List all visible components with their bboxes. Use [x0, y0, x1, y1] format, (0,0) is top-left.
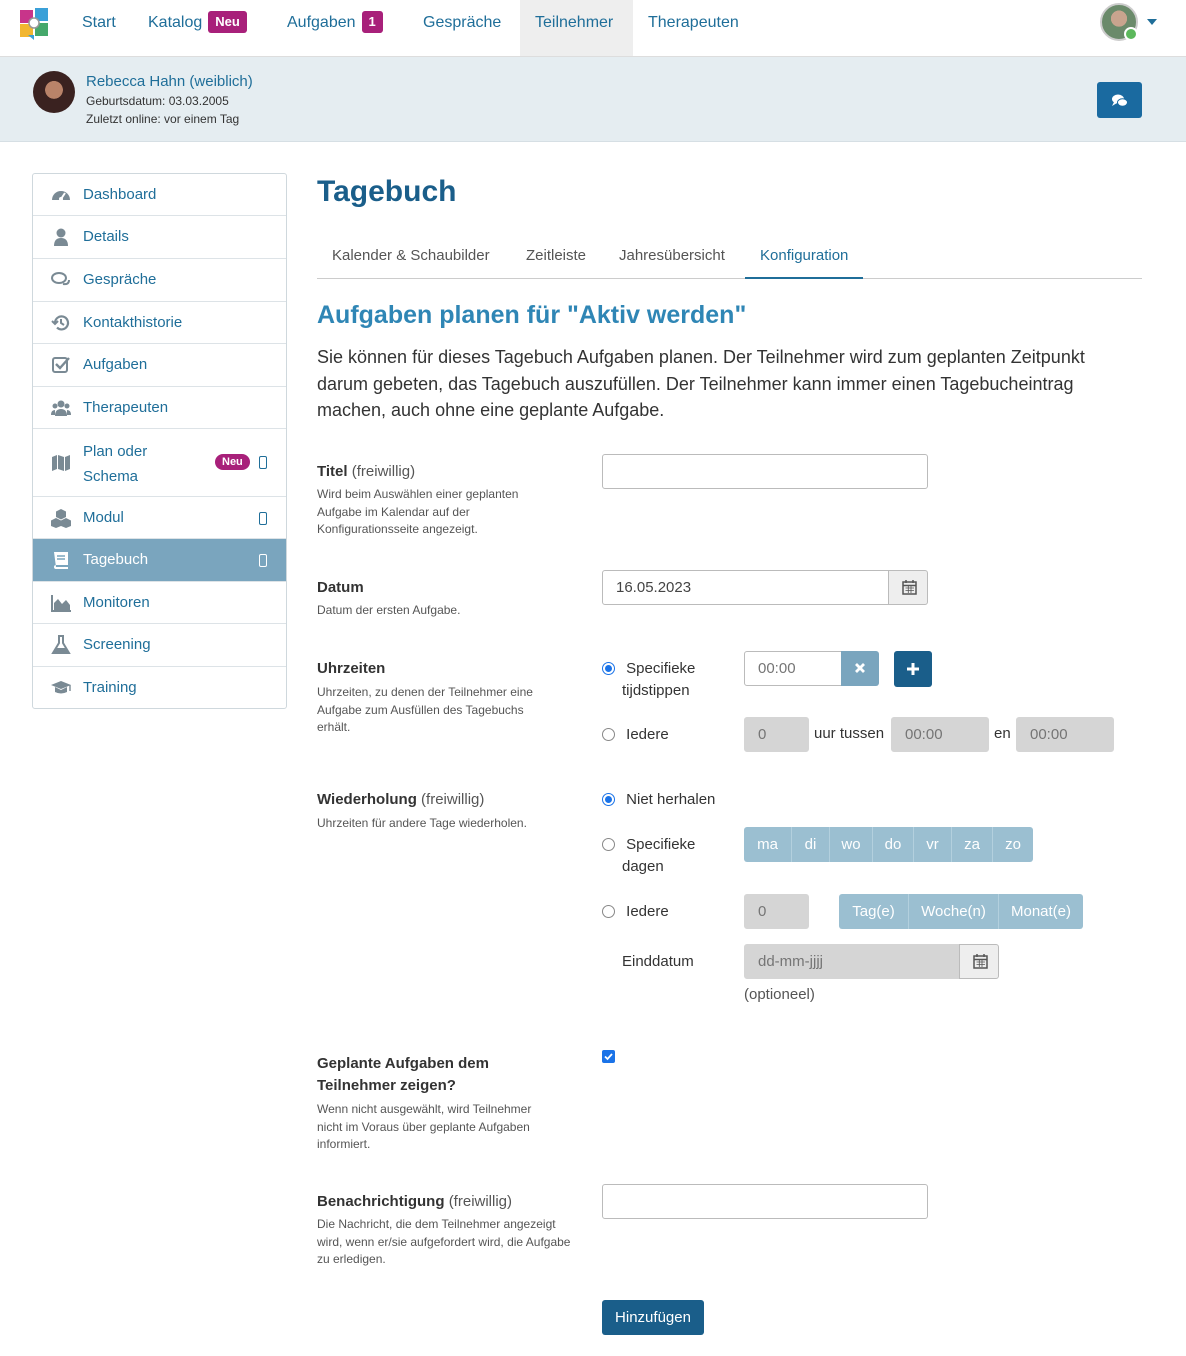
clear-time-button[interactable] — [841, 651, 879, 686]
book-icon — [51, 550, 71, 570]
unit-toggle-months[interactable]: Monat(e) — [998, 894, 1083, 929]
wiederholung-help: Uhrzeiten für andere Tage wiederholen. — [317, 816, 527, 830]
no-repeat-radio[interactable] — [602, 793, 615, 806]
sidebar-item-modul[interactable]: Modul — [33, 497, 286, 539]
participant-name[interactable]: Rebecca Hahn (weiblich) — [86, 73, 253, 90]
new-badge: Neu — [208, 11, 247, 33]
specific-times-label: Specifieke tijdstippen — [622, 660, 696, 699]
every-interval-radio[interactable] — [602, 905, 615, 918]
unit-toggle-days[interactable]: Tag(e) — [839, 894, 908, 929]
history-icon — [51, 313, 71, 333]
datum-label: Datum — [317, 579, 364, 596]
check-square-icon — [51, 355, 71, 375]
day-toggle-zo[interactable]: zo — [992, 827, 1033, 862]
show-tasks-help: Wenn nicht ausgewählt, wird Teilnehmer nicht im Voraus über geplante Aufgaben informiert. — [317, 1102, 532, 1151]
benachrichtigung-label: Benachrichtigung (freiwillig) — [317, 1193, 513, 1210]
app-logo-icon[interactable] — [20, 8, 50, 40]
end-date-calendar-button[interactable] — [959, 944, 999, 979]
mobile-icon — [259, 512, 267, 525]
to-time-input[interactable] — [1016, 717, 1114, 752]
mobile-icon — [259, 456, 267, 469]
section-title: Aufgaben planen für "Aktiv werden" — [317, 301, 747, 329]
day-toggle-wo[interactable]: wo — [829, 827, 872, 862]
benachrichtigung-help: Die Nachricht, die dem Teilnehmer angezeigt wird, wenn er/sie aufgefordert wird, die Aufgabe zu erledigen. — [317, 1217, 571, 1266]
titel-help: Wird beim Auswählen einer geplanten Aufgabe im Kalendar auf der Konfigurationsseite angezeigt. — [317, 487, 519, 536]
end-date-input[interactable] — [744, 944, 961, 979]
sidebar-item-tagebuch[interactable]: Tagebuch — [33, 539, 286, 582]
between-label: uur tussen — [814, 725, 885, 742]
dashboard-icon — [51, 185, 71, 205]
datum-help: Datum der ersten Aufgabe. — [317, 603, 461, 617]
sidebar-item-plan-oder-schema[interactable]: Plan oder Schema Neu — [33, 429, 286, 497]
nav-start[interactable]: Start — [82, 14, 116, 31]
participant-header — [0, 57, 1186, 142]
tab-jahresuebersicht[interactable]: Jahresübersicht — [619, 247, 725, 264]
nav-therapeuten[interactable]: Therapeuten — [648, 14, 739, 31]
graduation-cap-icon — [51, 678, 71, 698]
end-date-note: (optioneel) — [744, 986, 815, 1003]
cubes-icon — [51, 508, 71, 528]
participant-birthdate: Geburtsdatum: 03.03.2005 — [86, 94, 229, 108]
datum-calendar-button[interactable] — [888, 570, 928, 605]
calendar-icon — [960, 945, 1000, 980]
participant-sidebar — [32, 173, 287, 709]
nav-aufgaben[interactable]: Aufgaben 1 — [272, 0, 398, 56]
day-toggle-di[interactable]: di — [791, 827, 829, 862]
every-hours-radio[interactable] — [602, 728, 615, 741]
add-time-button[interactable] — [894, 651, 932, 687]
specific-days-label: Specifieke dagen — [622, 836, 696, 875]
day-toggle-za[interactable]: za — [951, 827, 992, 862]
map-icon — [51, 453, 71, 473]
intro-text: Sie können für dieses Tagebuch Aufgaben planen. Der Teilnehmer wird zum geplanten Zeitpunkt darum gebeten, das Tagebuch auszufüllen. Der Teilnehmer kann immer einen Tagebucheintrag machen, auch ohne eine geplante Aufgabe. — [317, 347, 1085, 420]
close-icon — [841, 651, 879, 686]
every-hours-label: Iedere — [626, 726, 669, 743]
participant-last-online: Zuletzt online: vor einem Tag — [86, 112, 240, 126]
sidebar-item-aufgaben[interactable]: Aufgaben — [33, 344, 286, 387]
tab-kalender[interactable]: Kalender & Schaubilder — [332, 247, 490, 264]
every-hours-input[interactable] — [744, 717, 809, 752]
end-date-label: Einddatum — [622, 953, 694, 970]
sidebar-item-screening[interactable]: Screening — [33, 624, 286, 667]
page-title: Tagebuch — [317, 175, 457, 208]
titel-input[interactable] — [602, 454, 928, 489]
diary-tabs — [317, 236, 1142, 279]
datum-input[interactable] — [602, 570, 890, 605]
unit-toggle-weeks[interactable]: Woche(n) — [908, 894, 998, 929]
users-icon — [51, 398, 71, 418]
uhrzeiten-help: Uhrzeiten, zu denen der Teilnehmer eine Aufgabe zum Ausfüllen des Tagebuchs erhält. — [317, 685, 533, 734]
plus-icon — [894, 651, 932, 687]
day-toggle-ma[interactable]: ma — [744, 827, 791, 862]
user-icon — [51, 227, 71, 247]
time-input[interactable] — [744, 651, 842, 686]
top-navbar — [0, 0, 1186, 57]
nav-gespraeche[interactable]: Gespräche — [423, 14, 502, 31]
tab-zeitleiste[interactable]: Zeitleiste — [526, 247, 587, 264]
sidebar-item-gespraeche[interactable]: Gespräche — [33, 259, 286, 302]
comments-icon — [1097, 82, 1142, 118]
check-icon — [602, 1050, 615, 1063]
calendar-icon — [889, 571, 929, 606]
wiederholung-label: Wiederholung (freiwillig) — [317, 791, 485, 808]
show-tasks-label: Geplante Aufgaben dem Teilnehmer zeigen? — [317, 1055, 489, 1094]
comments-icon — [51, 270, 71, 290]
caret-down-icon[interactable] — [1147, 19, 1157, 25]
sidebar-item-dashboard[interactable]: Dashboard — [33, 174, 286, 216]
nav-katalog[interactable]: Katalog Neu — [133, 0, 262, 56]
show-tasks-checkbox[interactable] — [602, 1050, 615, 1063]
every-interval-label: Iedere — [626, 903, 669, 920]
count-badge: 1 — [362, 11, 383, 33]
tab-konfiguration[interactable]: Konfiguration — [745, 236, 863, 279]
benachrichtigung-input[interactable] — [602, 1184, 928, 1219]
specific-times-radio[interactable] — [602, 662, 615, 675]
online-status-icon — [1124, 27, 1138, 41]
day-toggle-vr[interactable]: vr — [913, 827, 951, 862]
new-badge: Neu — [215, 454, 250, 470]
sidebar-item-details[interactable]: Details — [33, 216, 286, 259]
sidebar-item-therapeuten[interactable]: Therapeuten — [33, 387, 286, 429]
chat-button[interactable] — [1097, 82, 1142, 118]
sidebar-item-kontakthistorie[interactable]: Kontakthistorie — [33, 302, 286, 344]
specific-days-radio[interactable] — [602, 838, 615, 851]
uhrzeiten-label: Uhrzeiten — [317, 660, 386, 677]
titel-label: Titel (freiwillig) — [317, 463, 416, 480]
add-button[interactable]: Hinzufügen — [602, 1300, 704, 1335]
no-repeat-label: Niet herhalen — [626, 791, 716, 808]
area-chart-icon — [51, 593, 71, 613]
and-label: en — [994, 725, 1011, 742]
day-toggle-do[interactable]: do — [872, 827, 913, 862]
participant-avatar — [33, 71, 75, 113]
from-time-input[interactable] — [891, 717, 989, 752]
sidebar-item-monitoren[interactable]: Monitoren — [33, 582, 286, 624]
flask-icon — [51, 635, 71, 655]
nav-teilnehmer[interactable]: Teilnehmer — [520, 0, 633, 56]
mobile-icon — [259, 554, 267, 567]
every-interval-input[interactable] — [744, 894, 809, 929]
sidebar-item-training[interactable]: Training — [33, 667, 286, 709]
